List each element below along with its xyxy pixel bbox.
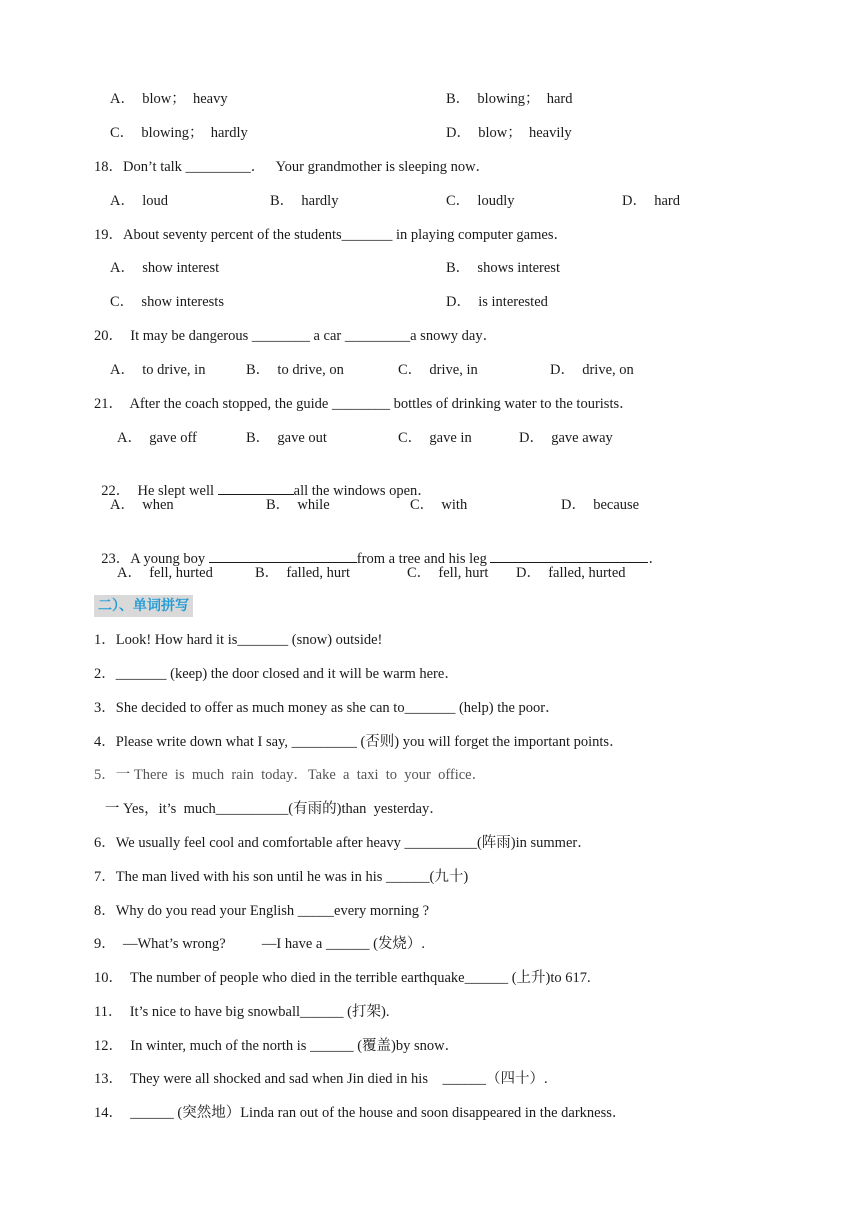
spelling-item-9: 9． —What’s wrong? —I have a ______ (发烧）. [94, 936, 426, 952]
spelling-item-5-line-2: 一 Yes，it’s much__________(有雨的)than yesterday． [94, 801, 444, 817]
q22-option-c: C． with [410, 497, 468, 513]
q22-stem-start: 22． He slept well [101, 483, 218, 499]
question-23-stem [94, 530, 663, 568]
q22-option-a: A． when [110, 497, 174, 513]
q17-option-a: A． blow； heavy [110, 91, 228, 107]
q23-option-d: D． falled, hurted [516, 565, 626, 581]
q20-option-a: A． to drive, in [110, 362, 206, 378]
question-21-stem: 21． After the coach stopped, the guide ________ bottles of drinking water to the tourists． [94, 396, 634, 412]
q22-option-b: B． while [266, 497, 330, 513]
q19-option-c: C． show interests [110, 294, 224, 310]
q22-option-d: D． because [561, 497, 640, 513]
spelling-item-11: 11． It’s nice to have big snowball______ (打架). [94, 1004, 390, 1020]
q18-option-a: A． loud [110, 193, 168, 209]
q17-option-d: D． blow； heavily [446, 125, 572, 141]
q18-option-d: D． hard [622, 193, 680, 209]
spelling-item-13: 13． They were all shocked and sad when Jin died in his ______（四十）. [94, 1071, 548, 1087]
spelling-item-12: 12． In winter, much of the north is ______ (覆盖)by snow． [94, 1038, 460, 1054]
spelling-item-4: 4．Please write down what I say, _________ (否则) you will forget the important points． [94, 734, 624, 750]
spelling-item-6: 6．We usually feel cool and comfortable after heavy __________(阵雨)in summer． [94, 835, 592, 851]
q22-stem-end: all the windows open． [293, 483, 432, 499]
q23-stem-start: 23．A young boy [101, 551, 209, 567]
q17-option-b: B． blowing； hard [446, 91, 573, 107]
q23-answer-blank-1 [209, 548, 357, 563]
question-18-stem: 18．Don’t talk _________． Your grandmother is sleeping now． [94, 159, 491, 175]
q22-answer-blank [218, 480, 294, 495]
spelling-item-7: 7．The man lived with his son until he was in his ______(九十) [94, 869, 469, 885]
q23-option-c: C． fell, hurt [407, 565, 489, 581]
spelling-item-10: 10． The number of people who died in the terrible earthquake______ (上升)to 617. [94, 970, 591, 986]
q19-option-d: D． is interested [446, 294, 548, 310]
spelling-item-3: 3．She decided to offer as much money as she can to_______ (help) the poor． [94, 700, 560, 716]
question-20-stem: 20． It may be dangerous ________ a car _________a snowy day． [94, 328, 498, 344]
q19-option-a: A． show interest [110, 260, 220, 276]
spelling-item-2: 2．_______ (keep) the door closed and it will be warm here． [94, 666, 459, 682]
q23-option-a: A． fell, hurted [117, 565, 213, 581]
question-22-stem [94, 462, 432, 500]
q20-option-d: D． drive, on [550, 362, 634, 378]
q20-option-b: B． to drive, on [246, 362, 344, 378]
q23-stem-end: ． [648, 551, 663, 567]
question-19-stem: 19．About seventy percent of the students_______ in playing computer games． [94, 227, 568, 243]
q23-stem-middle: from a tree and his leg [356, 551, 491, 567]
q17-option-c: C． blowing； hardly [110, 125, 248, 141]
q19-option-b: B． shows interest [446, 260, 560, 276]
spelling-item-8: 8．Why do you read your English _____every morning ? [94, 903, 430, 919]
q18-option-c: C． loudly [446, 193, 515, 209]
q23-answer-blank-2 [490, 548, 648, 563]
q21-option-c: C． gave in [398, 430, 472, 446]
spelling-item-5-line-1: 5．一 There is much rain today．Take a taxi to your office． [94, 767, 487, 783]
spelling-item-14: 14． ______ (突然地）Linda ran out of the house and soon disappeared in the darkness． [94, 1105, 627, 1121]
q21-option-b: B． gave out [246, 430, 327, 446]
q23-option-b: B． falled, hurt [255, 565, 351, 581]
q21-option-a: A． gave off [117, 430, 197, 446]
section-title-word-spelling: 二）、单词拼写 [94, 595, 193, 617]
spelling-item-1: 1．Look! How hard it is_______ (snow) outside! [94, 632, 383, 648]
q21-option-d: D． gave away [519, 430, 613, 446]
q18-option-b: B． hardly [270, 193, 339, 209]
q20-option-c: C． drive, in [398, 362, 478, 378]
